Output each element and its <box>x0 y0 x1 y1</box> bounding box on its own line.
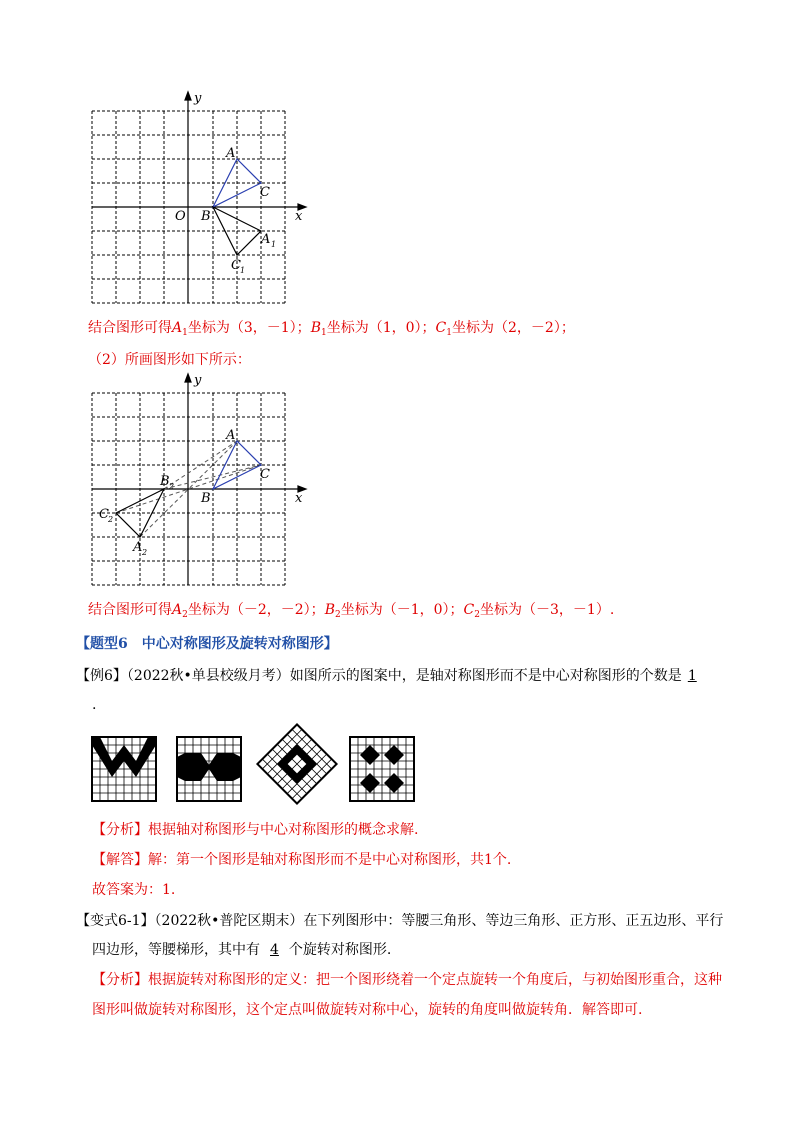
section-title: 【题型6 中心对称图形及旋转对称图形】 <box>76 636 338 652</box>
variant-6-1-analysis-2: 图形叫做旋转对称图形，这个定点叫做旋转对称中心，旋转的角度叫做旋转角．解答即可. <box>92 1002 643 1018</box>
point-a-label: A <box>226 146 236 161</box>
y-axis-label: y <box>194 91 202 106</box>
y-axis-label: y <box>194 373 202 388</box>
point-b-label: B <box>201 209 211 224</box>
point-a2-subscript: 2 <box>142 548 148 557</box>
variant-6-1-analysis-1: 【分析】根据旋转对称图形的定义：把一个图形绕着一个定点旋转一个角度后，与初始图形重合，这种 <box>92 972 722 988</box>
pattern-figure-2 <box>176 736 242 802</box>
variant-6-1-line-1: 【变式6-1】（2022秋•普陀区期末）在下列图形中：等腰三角形、等边三角形、正方形、正五边形、平行 <box>76 913 724 929</box>
point-b2-label: B <box>160 474 170 489</box>
pattern-figure-1 <box>91 736 157 802</box>
x-axis-label: x <box>295 209 303 224</box>
pattern-figure-3 <box>255 722 339 806</box>
point-c1-label: C <box>231 258 241 273</box>
point-a-label: A <box>226 428 236 443</box>
pattern-figure-4 <box>349 736 415 802</box>
coordinate-graph-1 <box>80 88 320 313</box>
example-6-answer: 1 <box>687 668 697 684</box>
point-a1-subscript: 1 <box>271 240 277 249</box>
variant-6-1-answer: 4 <box>270 942 279 958</box>
example-6-analysis: 【分析】根据轴对称图形与中心对称图形的概念求解. <box>92 822 419 838</box>
answer-line-2: 结合图形可得$A_2$坐标为（－2，－2）；$B_2$坐标为（－1，0）；$C_2$坐标为（－3，－1）. <box>88 602 615 620</box>
point-c-label: C <box>260 185 270 200</box>
point-c1-subscript: 1 <box>240 266 246 275</box>
axes <box>92 92 306 303</box>
axes <box>92 374 306 585</box>
example-6-conclusion: 故答案为：1. <box>92 882 176 898</box>
origin-label: O <box>175 209 186 224</box>
point-b2-subscript: 2 <box>169 482 175 491</box>
point-c-label: C <box>260 467 270 482</box>
variant-6-1-line-2: 四边形，等腰梯形，其中有 4 个旋转对称图形. <box>92 942 392 958</box>
example-6-solution: 【解答】解：第一个图形是轴对称图形而不是中心对称图形，共1个. <box>92 852 512 868</box>
answer-line-1: 结合图形可得$A_1$坐标为（3，－1）；$B_1$坐标为（1，0）；$C_1$坐标为（2，－2）； <box>88 320 575 338</box>
point-a1-label: A <box>261 232 271 247</box>
point-c2-label: C <box>99 507 109 522</box>
x-axis-label: x <box>295 491 303 506</box>
coordinate-graph-2 <box>80 370 320 595</box>
example-6-line: 【例6】（2022秋•单县校级月考）如图所示的图案中，是轴对称图形而不是中心对称图形的个数是 1 <box>76 666 703 686</box>
point-c2-subscript: 2 <box>108 515 114 524</box>
point-a2-label: A <box>133 540 143 555</box>
part-2-line: （2）所画图形如下所示： <box>88 352 251 368</box>
point-b-label: B <box>201 491 211 506</box>
example-6-end: . <box>92 697 97 713</box>
